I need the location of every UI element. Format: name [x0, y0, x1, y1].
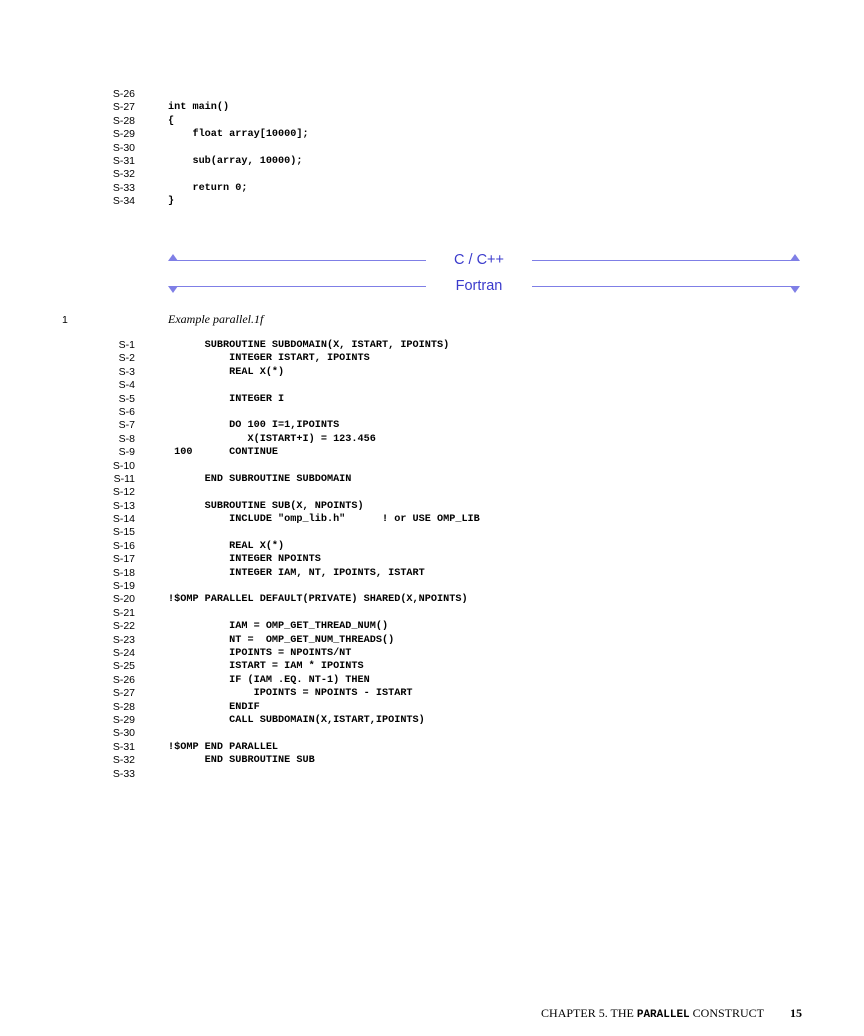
line-number: S-13: [112, 499, 135, 512]
line-number: S-31: [112, 154, 135, 167]
line-number: S-29: [112, 713, 135, 726]
page-number: 15: [790, 1006, 802, 1020]
code-text: INTEGER ISTART, IPOINTS: [168, 353, 370, 365]
code-line: [0, 419, 864, 432]
line-number: S-29: [112, 128, 135, 141]
code-text: }: [168, 196, 175, 208]
code-line: [0, 128, 864, 141]
code-line: [0, 115, 864, 128]
line-number: S-34: [112, 195, 135, 208]
line-number: S-20: [112, 593, 135, 606]
chapter-prefix: CHAPTER 5. THE: [541, 1006, 637, 1020]
line-number: S-32: [112, 754, 135, 767]
line-number: S-26: [112, 88, 135, 100]
code-line: [0, 580, 864, 593]
construct-keyword: PARALLEL: [636, 1009, 690, 1021]
line-number: S-14: [112, 513, 135, 526]
code-text: int main(): [168, 102, 230, 114]
code-text: return 0;: [168, 182, 248, 194]
line-number: S-15: [112, 526, 135, 539]
code-line: [0, 101, 864, 114]
fortran-code-listing: [0, 339, 864, 781]
code-line: [0, 195, 864, 208]
code-line: [0, 754, 864, 767]
code-text: IPOINTS = NPOINTS/NT: [168, 647, 352, 659]
code-text: INTEGER IAM, NT, IPOINTS, ISTART: [168, 567, 425, 579]
code-line: [0, 393, 864, 406]
c-cpp-end-marker: [168, 250, 802, 272]
code-line: [0, 768, 864, 781]
down-arrow-icon: [168, 286, 178, 293]
down-arrow-icon: [790, 286, 800, 293]
code-line: [0, 406, 864, 419]
code-line: [0, 687, 864, 700]
code-line: [0, 593, 864, 606]
code-text: INCLUDE "omp_lib.h" ! or USE OMP_LIB: [168, 514, 480, 526]
code-text: !$OMP END PARALLEL: [168, 741, 279, 753]
code-text: sub(array, 10000);: [168, 155, 303, 167]
code-line: [0, 607, 864, 620]
example-title: Example parallel.1f: [168, 312, 264, 326]
divider-rule: [532, 260, 794, 261]
code-line: [0, 513, 864, 526]
line-number: S-12: [112, 486, 135, 499]
code-text: SUBROUTINE SUBDOMAIN(X, ISTART, IPOINTS): [168, 340, 450, 351]
code-text: !$OMP PARALLEL DEFAULT(PRIVATE) SHARED(X,NPOINTS): [168, 594, 468, 606]
code-line: [0, 701, 864, 714]
code-line: [0, 674, 864, 687]
line-number: S-3: [118, 365, 135, 378]
line-number: S-5: [118, 392, 135, 405]
code-text: ENDIF: [168, 701, 260, 713]
line-number: S-7: [118, 419, 135, 432]
line-number: S-18: [112, 566, 135, 579]
code-line: [0, 352, 864, 365]
code-line: [0, 460, 864, 473]
code-text: {: [168, 115, 175, 127]
code-line: [0, 714, 864, 727]
code-text: REAL X(*): [168, 540, 285, 552]
line-number: S-11: [113, 472, 135, 485]
line-number: S-9: [118, 446, 135, 459]
line-number: S-32: [112, 168, 135, 181]
code-text: SUBROUTINE SUB(X, NPOINTS): [168, 500, 364, 512]
code-text: CALL SUBDOMAIN(X,ISTART,IPOINTS): [168, 714, 425, 726]
line-number: S-8: [118, 432, 135, 445]
code-text: END SUBROUTINE SUBDOMAIN: [168, 473, 352, 485]
code-line: [0, 155, 864, 168]
language-label: Fortran: [455, 278, 503, 294]
c-code-listing: [0, 88, 864, 209]
divider-rule: [172, 286, 426, 287]
page-line-number: 1: [62, 314, 68, 326]
code-line: [0, 88, 864, 101]
code-line: [0, 620, 864, 633]
line-number: S-30: [112, 727, 135, 740]
fortran-begin-marker: [168, 276, 802, 298]
line-number: S-23: [112, 633, 135, 646]
code-text: DO 100 I=1,IPOINTS: [168, 420, 340, 432]
line-number: S-28: [112, 700, 135, 713]
code-line: [0, 486, 864, 499]
code-text: IF (IAM .EQ. NT-1) THEN: [168, 674, 370, 686]
line-number: S-26: [112, 673, 135, 686]
code-text: IPOINTS = NPOINTS - ISTART: [168, 688, 413, 700]
divider-rule: [172, 260, 426, 261]
code-text: END SUBROUTINE SUB: [168, 755, 315, 767]
code-line: [0, 142, 864, 155]
code-line: [0, 634, 864, 647]
page-footer: [541, 1006, 802, 1021]
code-text: ISTART = IAM * IPOINTS: [168, 661, 364, 673]
code-line: [0, 647, 864, 660]
code-line: [0, 500, 864, 513]
code-text: NT = OMP_GET_NUM_THREADS(): [168, 634, 395, 646]
code-text: IAM = OMP_GET_THREAD_NUM(): [168, 621, 389, 633]
line-number: S-2: [118, 352, 135, 365]
line-number: S-17: [112, 553, 135, 566]
code-line: [0, 433, 864, 446]
line-number: S-28: [112, 114, 135, 127]
code-line: [0, 339, 864, 352]
code-line: [0, 168, 864, 181]
code-line: [0, 741, 864, 754]
code-line: [0, 366, 864, 379]
line-number: S-4: [118, 379, 135, 392]
code-line: [0, 473, 864, 486]
line-number: S-22: [112, 620, 135, 633]
line-number: S-19: [112, 580, 135, 593]
line-number: S-30: [112, 141, 135, 154]
line-number: S-31: [112, 740, 135, 753]
code-line: [0, 567, 864, 580]
line-number: S-33: [112, 181, 135, 194]
language-label: C / C++: [454, 252, 504, 268]
code-text: 100 CONTINUE: [168, 447, 279, 459]
code-line: [0, 540, 864, 553]
line-number: S-24: [112, 646, 135, 659]
code-line: [0, 553, 864, 566]
code-text: X(ISTART+I) = 123.456: [168, 433, 376, 445]
up-arrow-icon: [790, 254, 800, 261]
code-text: REAL X(*): [168, 366, 285, 378]
line-number: S-33: [112, 767, 135, 780]
code-line: [0, 526, 864, 539]
line-number: S-25: [112, 660, 135, 673]
code-text: INTEGER NPOINTS: [168, 554, 321, 566]
code-line: [0, 379, 864, 392]
code-line: [0, 727, 864, 740]
code-text: float array[10000];: [168, 129, 309, 141]
line-number: S-27: [112, 101, 135, 114]
line-number: S-27: [112, 687, 135, 700]
line-number: S-21: [112, 606, 135, 619]
line-number: S-1: [118, 339, 135, 351]
chapter-suffix: CONSTRUCT: [689, 1006, 764, 1020]
line-number: S-16: [112, 539, 135, 552]
line-number: S-6: [118, 405, 135, 418]
code-text: INTEGER I: [168, 393, 285, 405]
divider-rule: [532, 286, 794, 287]
code-line: [0, 660, 864, 673]
code-line: [0, 182, 864, 195]
code-line: [0, 446, 864, 459]
line-number: S-10: [112, 459, 135, 472]
